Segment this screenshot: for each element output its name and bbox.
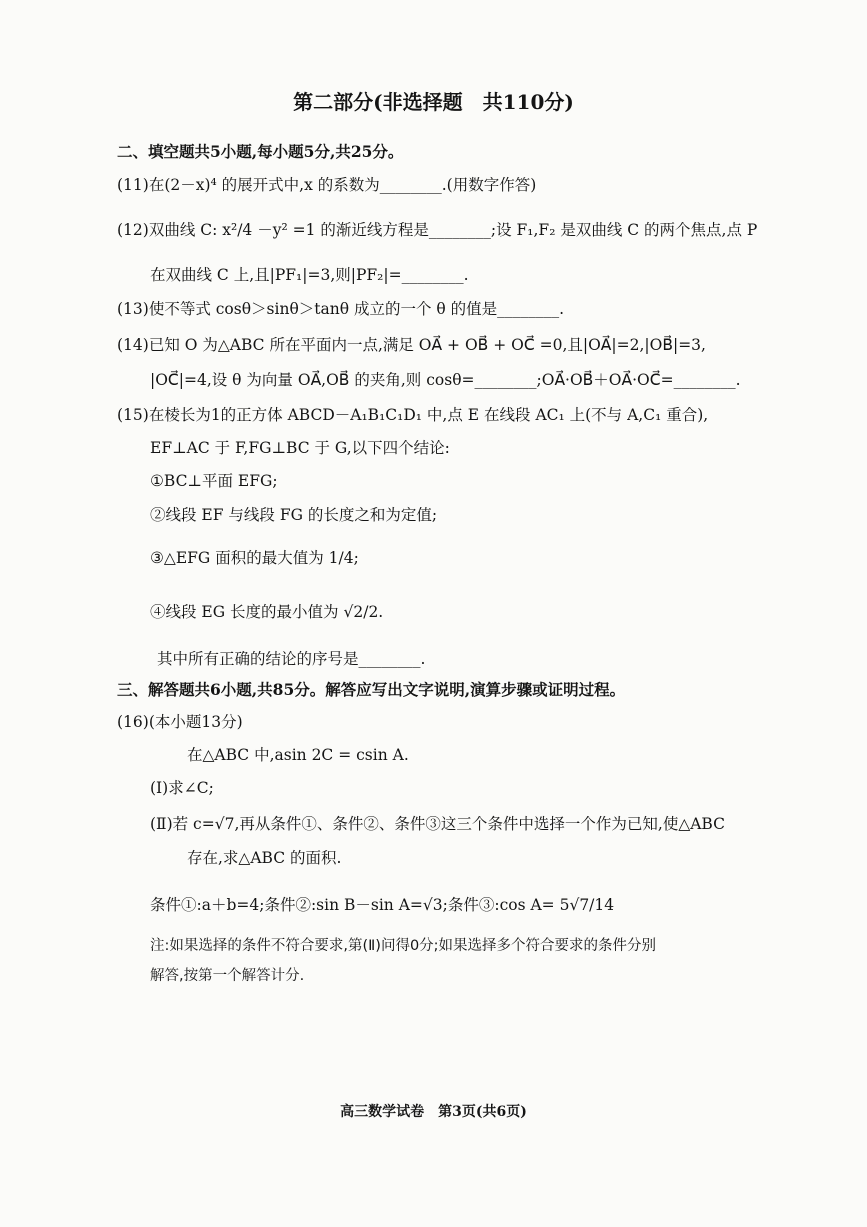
question-15-line-2: EF⊥AC 于 F,FG⊥BC 于 G,以下四个结论:: [150, 439, 450, 457]
question-16-part-1: (Ⅰ)求∠C;: [150, 779, 214, 797]
question-16-part-2-line-2: 存在,求△ABC 的面积.: [187, 849, 342, 867]
page-footer: 高三数学试卷 第3页(共6页): [340, 1104, 527, 1120]
question-14-line-1: (14)已知 O 为△ABC 所在平面内一点,满足 OA⃗ + OB⃗ + OC⃗ =0,且|OA⃗|=2,|OB⃗|=3,: [117, 336, 706, 354]
question-16-heading: (16)(本小题13分): [117, 713, 243, 731]
question-15-option-4: ④线段 EG 长度的最小值为 √2/2.: [150, 603, 384, 621]
question-15-option-1: ①BC⊥平面 EFG;: [150, 472, 278, 490]
scoring-note-line-1: 注:如果选择的条件不符合要求,第(Ⅱ)问得0分;如果选择多个符合要求的条件分别: [150, 938, 657, 954]
question-11: (11)在(2－x)⁴ 的展开式中,x 的系数为________.(用数字作答): [117, 176, 537, 194]
section-2-header: 二、填空题共5小题,每小题5分,共25分。: [117, 142, 404, 161]
question-16-stem: 在△ABC 中,asin 2C = csin A.: [187, 746, 409, 764]
question-12-line-1: (12)双曲线 C: x²/4 －y² =1 的渐近线方程是________;设 F₁,F₂ 是双曲线 C 的两个焦点,点 P: [117, 221, 758, 239]
question-14-line-2: |OC⃗|=4,设 θ 为向量 OA⃗,OB⃗ 的夹角,则 cosθ=________;OA⃗·OB⃗＋OA⃗·OC⃗=________.: [150, 371, 741, 389]
question-15-option-2: ②线段 EF 与线段 FG 的长度之和为定值;: [150, 506, 438, 524]
question-15-option-3: ③△EFG 面积的最大值为 1/4;: [150, 549, 359, 567]
question-16-conditions: 条件①:a＋b=4;条件②:sin B－sin A=√3;条件③:cos A= 5√7/14: [150, 896, 615, 914]
question-15-ask: 其中所有正确的结论的序号是________.: [157, 650, 426, 668]
scoring-note-line-2: 解答,按第一个解答计分.: [150, 968, 305, 984]
question-15-line-1: (15)在棱长为1的正方体 ABCD－A₁B₁C₁D₁ 中,点 E 在线段 AC₁ 上(不与 A,C₁ 重合),: [117, 406, 709, 424]
section-3-header: 三、解答题共6小题,共85分。解答应写出文字说明,演算步骤或证明过程。: [117, 680, 626, 699]
question-12-line-2: 在双曲线 C 上,且|PF₁|=3,则|PF₂|=________.: [150, 266, 469, 284]
page-title: 第二部分(非选择题 共110分): [293, 90, 574, 114]
question-13: (13)使不等式 cosθ＞sinθ＞tanθ 成立的一个 θ 的值是________.: [117, 300, 565, 318]
question-16-part-2-line-1: (Ⅱ)若 c=√7,再从条件①、条件②、条件③这三个条件中选择一个作为已知,使△ABC: [150, 815, 725, 833]
